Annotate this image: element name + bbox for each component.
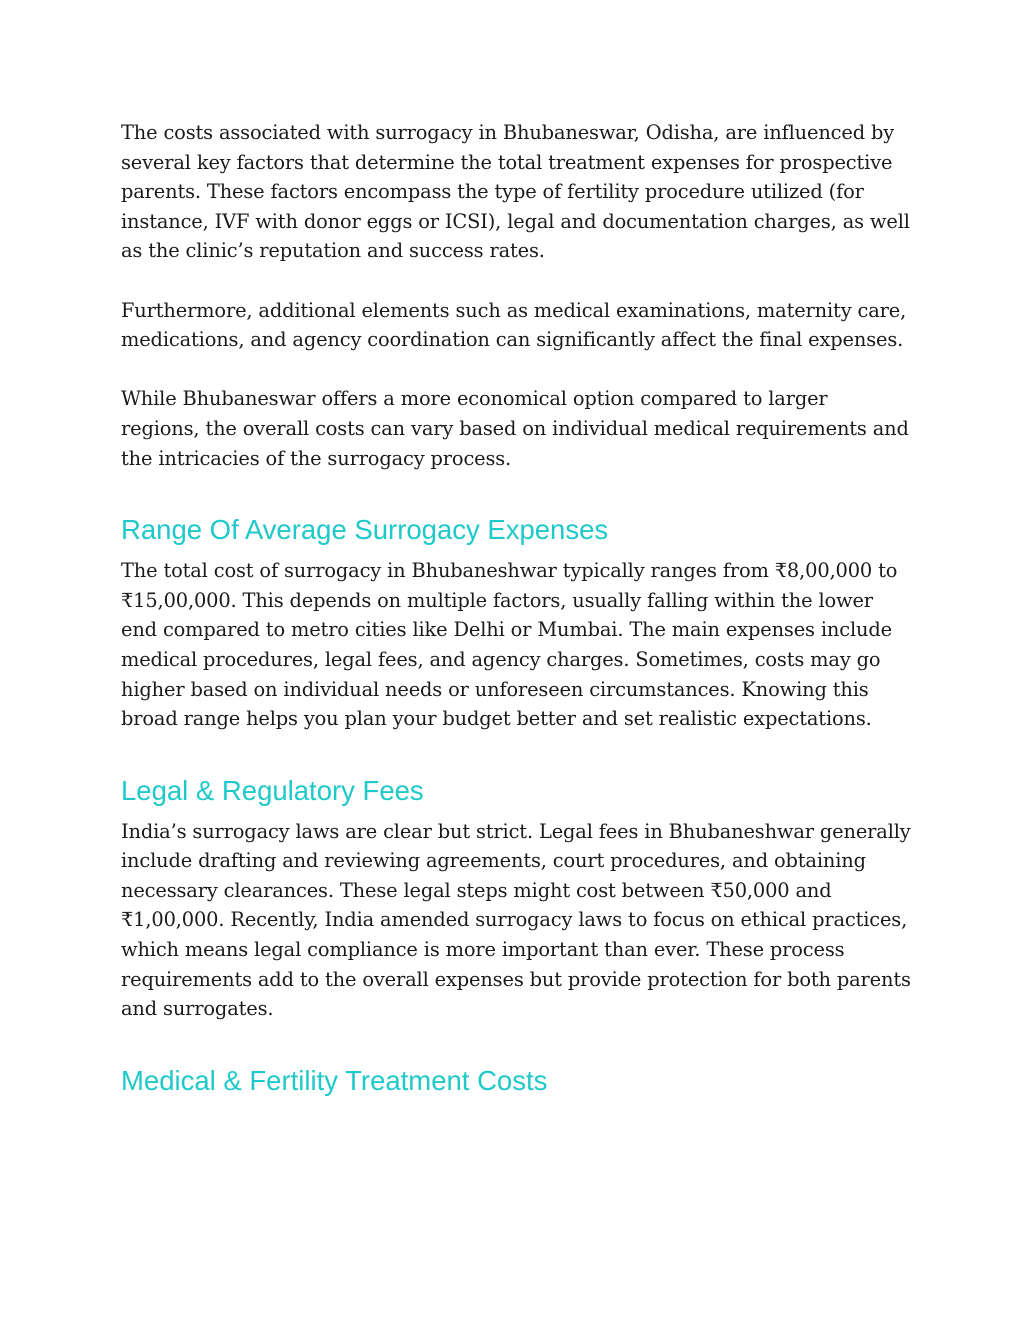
section-heading-medical: Medical & Fertility Treatment Costs xyxy=(121,1064,548,1096)
section-heading-range: Range Of Average Surrogacy Expenses xyxy=(121,514,609,546)
intro-paragraph-3: While Bhubaneswar offers a more economical option compared to larger regions, the overall costs can vary based on individual medical requirements and the intricacies of the surrogacy process. xyxy=(121,387,909,470)
section-body-legal: India’s surrogacy laws are clear but strict. Legal fees in Bhubaneshwar generally include drafting and reviewing agreements, court procedures, and obtaining necessary clearances. These legal steps might cost between ₹50,000 and ₹1,00,000. Recently, India amended surrogacy laws to focus on ethical practices, which means legal compliance is more important than ever. These process requirements add to the overall expenses but provide protection for both parents and surrogates. xyxy=(121,819,911,1021)
intro-paragraph-2: Furthermore, additional elements such as medical examinations, maternity care, medications, and agency coordination can significantly affect the final expenses. xyxy=(121,298,907,352)
document-page xyxy=(121,118,911,1107)
section-heading-legal: Legal & Regulatory Fees xyxy=(121,774,424,806)
section-body-range: The total cost of surrogacy in Bhubaneshwar typically ranges from ₹8,00,000 to ₹15,00,000. This depends on multiple factors, usually falling within the lower end compared to metro cities like Delhi or Mumbai. The main expenses include medical procedures, legal fees, and agency charges. Sometimes, costs may go higher based on individual needs or unforeseen circumstances. Knowing this broad range helps you plan your budget better and set realistic expectations. xyxy=(121,559,898,731)
intro-paragraph-1: The costs associated with surrogacy in Bhubaneswar, Odisha, are influenced by several key factors that determine the total treatment expenses for prospective parents. These factors encompass the type of fertility procedure utilized (for instance, IVF with donor eggs or ICSI), legal and documentation charges, as well as the clinic’s reputation and success rates. xyxy=(121,121,910,263)
